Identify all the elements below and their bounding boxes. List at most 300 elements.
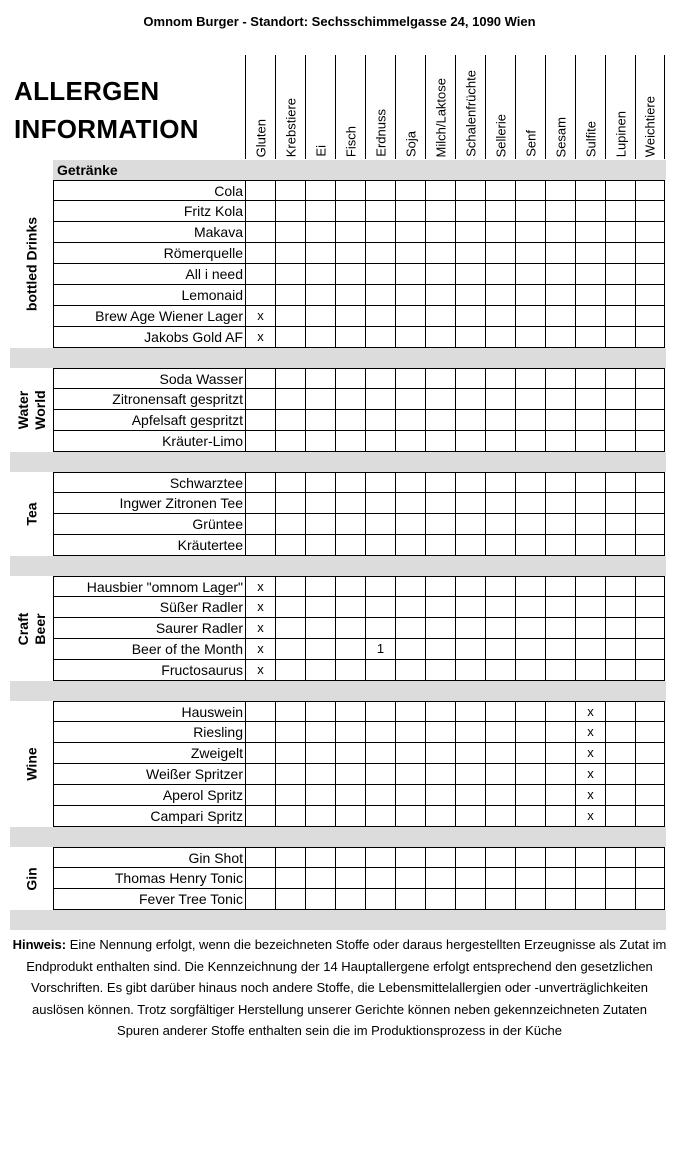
allergen-cell xyxy=(365,597,395,618)
allergen-cell xyxy=(395,743,425,764)
allergen-cell xyxy=(515,535,545,556)
allergen-cell xyxy=(275,514,305,535)
allergen-cell xyxy=(545,180,575,201)
allergen-cell xyxy=(515,785,545,806)
column-header-label: Sellerie xyxy=(493,113,508,157)
allergen-cell xyxy=(425,306,455,327)
allergen-cell xyxy=(245,180,275,201)
allergen-cell xyxy=(425,368,455,389)
column-header-label: Sesam xyxy=(553,116,568,157)
allergen-cell xyxy=(305,576,335,597)
allergen-cell xyxy=(305,597,335,618)
allergen-cell xyxy=(455,285,485,306)
column-header-label: Gluten xyxy=(253,118,268,157)
allergen-cell xyxy=(275,389,305,410)
allergen-cell xyxy=(305,180,335,201)
allergen-cell xyxy=(605,597,635,618)
allergen-cell xyxy=(635,847,665,868)
allergen-cell xyxy=(425,410,455,431)
allergen-cell xyxy=(245,743,275,764)
allergen-cell xyxy=(485,493,515,514)
allergen-cell xyxy=(515,180,545,201)
group-label-text: Gin xyxy=(23,866,39,891)
allergen-cell xyxy=(575,222,605,243)
allergen-cell xyxy=(425,535,455,556)
allergen-cell xyxy=(305,764,335,785)
allergen-cell xyxy=(335,597,365,618)
allergen-cell xyxy=(635,264,665,285)
allergen-cell xyxy=(545,785,575,806)
allergen-cell xyxy=(395,785,425,806)
allergen-cell xyxy=(275,576,305,597)
allergen-cell xyxy=(425,389,455,410)
allergen-cell xyxy=(335,368,365,389)
allergen-cell xyxy=(545,618,575,639)
column-header xyxy=(305,55,335,159)
allergen-cell xyxy=(365,514,395,535)
allergen-cell xyxy=(485,472,515,493)
allergen-cell xyxy=(305,618,335,639)
allergen-cell xyxy=(455,660,485,681)
allergen-cell xyxy=(305,222,335,243)
column-header-label: Ei xyxy=(313,145,328,157)
allergen-cell xyxy=(635,868,665,889)
allergen-cell xyxy=(605,493,635,514)
allergen-cell xyxy=(515,701,545,722)
allergen-cell xyxy=(365,306,395,327)
allergen-cell xyxy=(485,201,515,222)
allergen-cell xyxy=(485,660,515,681)
allergen-cell xyxy=(395,889,425,910)
allergen-cell xyxy=(395,327,425,348)
allergen-cell xyxy=(245,222,275,243)
allergen-cell xyxy=(275,264,305,285)
allergen-cell xyxy=(545,243,575,264)
allergen-cell xyxy=(515,327,545,348)
allergen-cell xyxy=(335,785,365,806)
allergen-cell xyxy=(575,493,605,514)
allergen-cell xyxy=(455,535,485,556)
allergen-cell xyxy=(485,389,515,410)
allergen-cell xyxy=(515,618,545,639)
allergen-cell xyxy=(455,306,485,327)
allergen-cell xyxy=(545,201,575,222)
allergen-cell xyxy=(485,180,515,201)
allergen-cell xyxy=(425,889,455,910)
allergen-cell xyxy=(545,306,575,327)
allergen-cell xyxy=(545,264,575,285)
allergen-cell xyxy=(335,743,365,764)
group-label xyxy=(10,576,53,681)
allergen-cell xyxy=(515,576,545,597)
column-header xyxy=(425,55,455,159)
allergen-cell xyxy=(515,285,545,306)
allergen-cell xyxy=(335,847,365,868)
allergen-cell xyxy=(515,806,545,827)
allergen-cell xyxy=(425,264,455,285)
column-header xyxy=(455,55,485,159)
allergen-cell xyxy=(635,597,665,618)
allergen-cell xyxy=(305,306,335,327)
allergen-cell xyxy=(425,222,455,243)
allergen-cell xyxy=(365,222,395,243)
allergen-cell xyxy=(335,639,365,660)
allergen-cell xyxy=(605,410,635,431)
allergen-cell xyxy=(515,493,545,514)
allergen-cell xyxy=(245,472,275,493)
allergen-cell xyxy=(575,327,605,348)
allergen-cell xyxy=(575,431,605,452)
allergen-cell xyxy=(635,431,665,452)
allergen-cell xyxy=(305,660,335,681)
allergen-cell xyxy=(425,493,455,514)
allergen-cell xyxy=(635,306,665,327)
allergen-cell xyxy=(575,410,605,431)
column-header-label: Soja xyxy=(403,130,418,157)
allergen-cell xyxy=(275,472,305,493)
allergen-cell xyxy=(365,410,395,431)
allergen-cell xyxy=(605,576,635,597)
allergen-cell xyxy=(245,514,275,535)
allergen-cell xyxy=(305,327,335,348)
allergen-cell xyxy=(605,868,635,889)
allergen-cell xyxy=(365,472,395,493)
allergen-cell xyxy=(275,431,305,452)
group-separator xyxy=(10,556,666,576)
allergen-cell xyxy=(395,285,425,306)
allergen-cell xyxy=(245,410,275,431)
allergen-cell xyxy=(635,410,665,431)
allergen-cell xyxy=(575,514,605,535)
allergen-cell xyxy=(455,514,485,535)
drink-name: Brew Age Wiener Lager xyxy=(53,306,245,327)
drink-name: Thomas Henry Tonic xyxy=(53,868,245,889)
column-header xyxy=(245,55,275,159)
allergen-cell: x xyxy=(245,306,275,327)
column-header xyxy=(575,55,605,159)
allergen-cell xyxy=(455,431,485,452)
allergen-cell xyxy=(455,201,485,222)
group-label xyxy=(10,180,53,348)
allergen-cell: x xyxy=(245,639,275,660)
allergen-cell xyxy=(575,535,605,556)
footnote xyxy=(10,934,669,1042)
allergen-cell xyxy=(515,201,545,222)
allergen-cell xyxy=(515,431,545,452)
allergen-cell xyxy=(575,180,605,201)
allergen-cell xyxy=(485,576,515,597)
allergen-cell xyxy=(335,889,365,910)
allergen-cell xyxy=(545,889,575,910)
allergen-cell xyxy=(305,701,335,722)
allergen-cell xyxy=(365,180,395,201)
allergen-cell xyxy=(425,285,455,306)
allergen-cell xyxy=(305,243,335,264)
allergen-cell xyxy=(425,180,455,201)
allergen-cell xyxy=(245,847,275,868)
allergen-cell xyxy=(545,493,575,514)
allergen-cell xyxy=(605,306,635,327)
allergen-cell xyxy=(635,743,665,764)
group-label xyxy=(10,472,53,556)
allergen-cell xyxy=(335,243,365,264)
allergen-cell xyxy=(275,327,305,348)
allergen-cell xyxy=(245,764,275,785)
allergen-cell xyxy=(455,222,485,243)
allergen-cell xyxy=(635,368,665,389)
drink-name: Jakobs Gold AF xyxy=(53,327,245,348)
column-header-label: Sulfite xyxy=(583,120,598,157)
column-header xyxy=(485,55,515,159)
group-label-text: Wine xyxy=(23,747,39,781)
column-header xyxy=(335,55,365,159)
allergen-cell xyxy=(335,576,365,597)
allergen-cell xyxy=(365,201,395,222)
allergen-cell xyxy=(635,660,665,681)
allergen-cell xyxy=(425,327,455,348)
allergen-cell xyxy=(425,639,455,660)
allergen-cell xyxy=(545,701,575,722)
allergen-cell xyxy=(455,701,485,722)
allergen-cell xyxy=(395,535,425,556)
allergen-cell xyxy=(575,660,605,681)
allergen-cell xyxy=(245,493,275,514)
drink-name: Fritz Kola xyxy=(53,201,245,222)
allergen-cell xyxy=(335,222,365,243)
allergen-cell xyxy=(305,201,335,222)
drink-name: Apfelsaft gespritzt xyxy=(53,410,245,431)
allergen-cell: x xyxy=(245,597,275,618)
allergen-cell xyxy=(635,722,665,743)
allergen-cell xyxy=(635,764,665,785)
drink-name: Aperol Spritz xyxy=(53,785,245,806)
allergen-cell xyxy=(305,389,335,410)
drink-name: Cola xyxy=(53,180,245,201)
allergen-cell xyxy=(425,785,455,806)
allergen-cell xyxy=(515,306,545,327)
allergen-cell xyxy=(335,201,365,222)
allergen-cell xyxy=(575,576,605,597)
allergen-cell xyxy=(605,847,635,868)
allergen-cell xyxy=(605,743,635,764)
allergen-cell xyxy=(605,785,635,806)
allergen-cell xyxy=(425,868,455,889)
allergen-cell xyxy=(395,597,425,618)
allergen-cell xyxy=(305,722,335,743)
allergen-cell xyxy=(455,368,485,389)
allergen-cell xyxy=(575,597,605,618)
allergen-cell xyxy=(605,639,635,660)
allergen-cell: x xyxy=(245,327,275,348)
allergen-cell xyxy=(245,889,275,910)
allergen-cell xyxy=(335,722,365,743)
column-header xyxy=(515,55,545,159)
allergen-cell xyxy=(485,306,515,327)
allergen-cell xyxy=(305,639,335,660)
column-header xyxy=(365,55,395,159)
allergen-cell xyxy=(605,201,635,222)
allergen-cell xyxy=(605,889,635,910)
column-header xyxy=(395,55,425,159)
allergen-cell xyxy=(635,806,665,827)
allergen-cell xyxy=(485,597,515,618)
column-header xyxy=(275,55,305,159)
allergen-cell: 1 xyxy=(365,639,395,660)
allergen-cell xyxy=(245,264,275,285)
allergen-cell xyxy=(635,180,665,201)
allergen-cell xyxy=(635,618,665,639)
column-header-label: Senf xyxy=(523,130,538,157)
group-separator xyxy=(10,348,666,368)
allergen-cell xyxy=(515,639,545,660)
allergen-cell xyxy=(245,785,275,806)
allergen-cell xyxy=(485,639,515,660)
allergen-cell xyxy=(365,785,395,806)
allergen-cell xyxy=(545,806,575,827)
allergen-cell xyxy=(425,743,455,764)
allergen-cell xyxy=(335,493,365,514)
allergen-cell xyxy=(635,493,665,514)
title-line-2: INFORMATION xyxy=(14,114,199,144)
allergen-cell xyxy=(545,743,575,764)
allergen-cell xyxy=(455,493,485,514)
allergen-cell xyxy=(605,285,635,306)
allergen-cell xyxy=(545,514,575,535)
allergen-cell xyxy=(275,306,305,327)
drink-name: Schwarztee xyxy=(53,472,245,493)
allergen-cell: x xyxy=(575,806,605,827)
drink-name: Saurer Radler xyxy=(53,618,245,639)
allergen-cell xyxy=(245,285,275,306)
group-label-text: Tea xyxy=(23,502,39,526)
allergen-cell xyxy=(455,743,485,764)
group-label xyxy=(10,368,53,452)
allergen-cell xyxy=(455,389,485,410)
group-separator xyxy=(10,910,666,930)
allergen-cell xyxy=(635,514,665,535)
allergen-cell xyxy=(365,264,395,285)
allergen-cell xyxy=(395,222,425,243)
allergen-cell xyxy=(335,660,365,681)
allergen-cell xyxy=(365,806,395,827)
allergen-cell xyxy=(395,576,425,597)
allergen-cell xyxy=(455,806,485,827)
section-title: Getränke xyxy=(53,160,666,180)
allergen-cell xyxy=(365,535,395,556)
allergen-cell xyxy=(305,264,335,285)
allergen-cell xyxy=(395,722,425,743)
allergen-cell xyxy=(275,597,305,618)
allergen-cell xyxy=(305,514,335,535)
allergen-cell xyxy=(485,514,515,535)
drink-name: Weißer Spritzer xyxy=(53,764,245,785)
allergen-cell xyxy=(245,389,275,410)
title-line-1: ALLERGEN xyxy=(14,76,160,106)
group-label-text: bottled Drinks xyxy=(23,216,39,312)
drink-name: Soda Wasser xyxy=(53,368,245,389)
allergen-cell xyxy=(545,639,575,660)
page-header: Omnom Burger - Standort: Sechsschimmelgasse 24, 1090 Wien xyxy=(143,14,536,29)
allergen-cell xyxy=(455,243,485,264)
drink-name: Lemonaid xyxy=(53,285,245,306)
allergen-cell xyxy=(305,806,335,827)
allergen-cell xyxy=(605,368,635,389)
allergen-cell xyxy=(485,806,515,827)
allergen-cell xyxy=(515,368,545,389)
allergen-cell xyxy=(275,660,305,681)
allergen-cell xyxy=(305,472,335,493)
allergen-cell xyxy=(545,722,575,743)
allergen-cell: x xyxy=(575,701,605,722)
allergen-cell xyxy=(365,743,395,764)
allergen-cell xyxy=(365,701,395,722)
column-header-label: Lupinen xyxy=(613,110,628,157)
allergen-cell xyxy=(395,201,425,222)
allergen-cell xyxy=(605,264,635,285)
allergen-cell xyxy=(545,764,575,785)
allergen-cell xyxy=(335,264,365,285)
allergen-cell xyxy=(335,535,365,556)
allergen-cell xyxy=(395,243,425,264)
allergen-cell xyxy=(545,285,575,306)
allergen-cell xyxy=(545,389,575,410)
allergen-cell xyxy=(425,472,455,493)
allergen-cell xyxy=(395,868,425,889)
allergen-cell xyxy=(365,722,395,743)
drink-name: Zitronensaft gespritzt xyxy=(53,389,245,410)
allergen-cell xyxy=(335,389,365,410)
allergen-cell xyxy=(335,306,365,327)
drink-name: Kräuter-Limo xyxy=(53,431,245,452)
allergen-cell xyxy=(275,722,305,743)
page-title xyxy=(14,72,199,148)
allergen-cell xyxy=(485,535,515,556)
allergen-cell xyxy=(455,889,485,910)
allergen-cell xyxy=(485,847,515,868)
allergen-cell xyxy=(575,264,605,285)
allergen-cell xyxy=(395,472,425,493)
allergen-cell xyxy=(515,847,545,868)
allergen-cell xyxy=(605,535,635,556)
drink-name: All i need xyxy=(53,264,245,285)
allergen-cell xyxy=(395,431,425,452)
allergen-cell xyxy=(425,806,455,827)
group-separator xyxy=(10,827,666,847)
allergen-cell xyxy=(575,285,605,306)
group-label-text: Craft Beer xyxy=(14,612,48,645)
allergen-cell xyxy=(605,389,635,410)
allergen-cell xyxy=(515,764,545,785)
allergen-cell xyxy=(425,618,455,639)
allergen-cell xyxy=(545,660,575,681)
allergen-cell xyxy=(335,618,365,639)
allergen-cell xyxy=(365,889,395,910)
allergen-cell xyxy=(605,222,635,243)
allergen-cell xyxy=(545,222,575,243)
allergen-cell xyxy=(395,847,425,868)
allergen-cell xyxy=(515,410,545,431)
allergen-cell xyxy=(515,722,545,743)
allergen-cell xyxy=(515,889,545,910)
allergen-cell xyxy=(425,722,455,743)
allergen-cell xyxy=(425,847,455,868)
allergen-cell xyxy=(545,431,575,452)
allergen-cell xyxy=(455,764,485,785)
column-header-label: Erdnuss xyxy=(373,109,388,157)
allergen-cell xyxy=(515,389,545,410)
column-header xyxy=(605,55,635,159)
footnote-label: Hinweis: xyxy=(12,937,67,952)
